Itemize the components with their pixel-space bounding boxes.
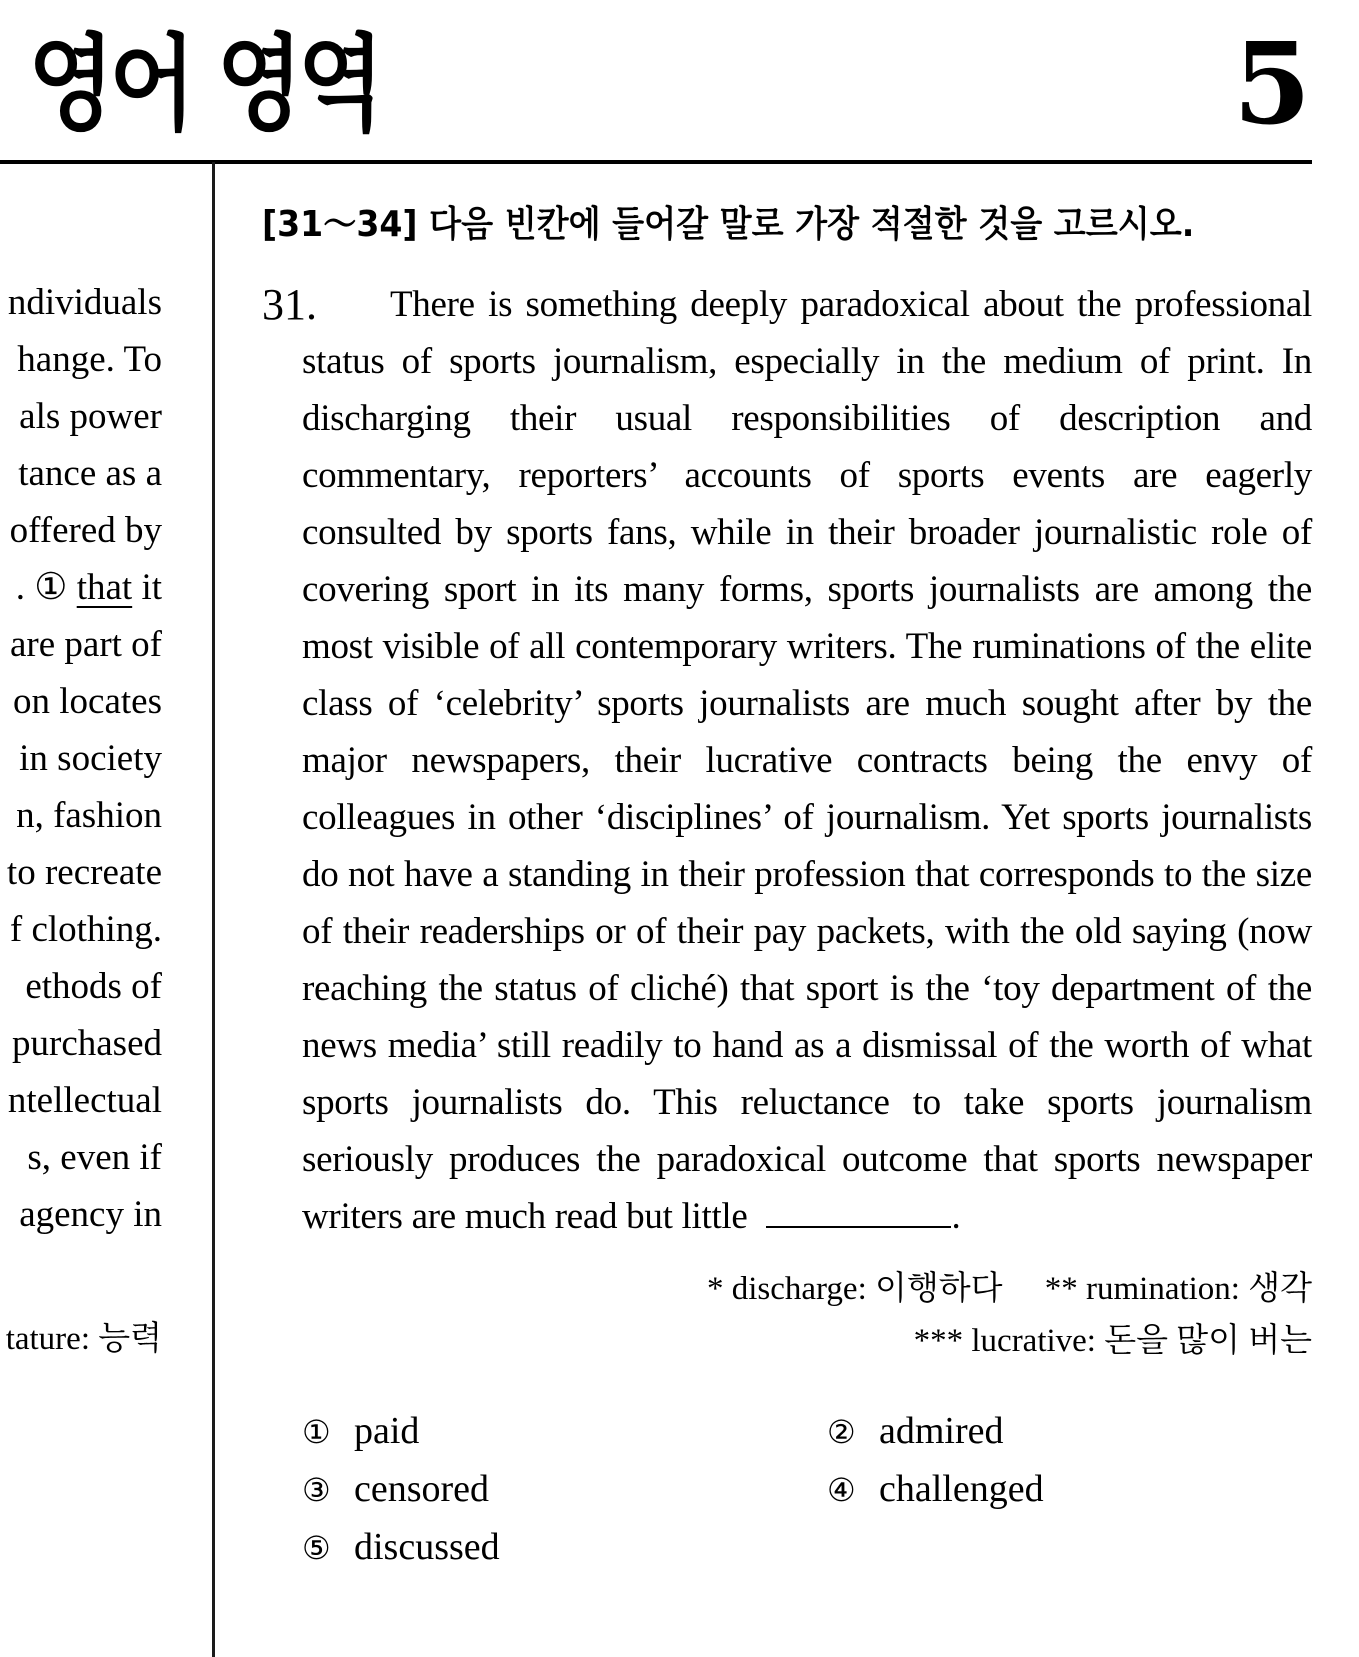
- text-fragment: it: [132, 567, 162, 608]
- choice-number: ⑤: [302, 1529, 331, 1567]
- text-line: ntellectual: [7, 1080, 162, 1121]
- text-line: ethods of: [25, 966, 162, 1007]
- answer-blank: [766, 1194, 951, 1228]
- choice-text: discussed: [354, 1526, 500, 1568]
- passage-end-punctuation: .: [951, 1196, 961, 1237]
- text-line: are part of: [9, 624, 162, 665]
- page-number: 5: [1233, 19, 1311, 150]
- question-passage: [262, 276, 1312, 1245]
- question-31: [262, 276, 1312, 1577]
- glossary: [262, 1263, 1312, 1367]
- underlined-word: that: [76, 567, 133, 608]
- answer-choices: [262, 1403, 1312, 1577]
- column-divider: [212, 162, 215, 1657]
- text-line: agency in: [19, 1194, 162, 1235]
- text-line: n, fashion: [16, 795, 162, 836]
- text-line: f clothing.: [9, 909, 162, 950]
- glossary-row-1: [262, 1263, 1312, 1315]
- text-line: ndividuals: [7, 282, 162, 323]
- choice-number: ③: [302, 1471, 331, 1509]
- choice-text: admired: [879, 1410, 1004, 1452]
- text-line: offered by: [9, 510, 162, 551]
- left-column-passage: [0, 274, 162, 1368]
- glossary-row-2: [262, 1315, 1312, 1367]
- question-number: 31.: [262, 280, 317, 329]
- choice-text: censored: [354, 1468, 490, 1510]
- text-line: als power: [19, 396, 162, 437]
- choice-2[interactable]: [827, 1403, 1352, 1461]
- text-line: tance as a: [18, 453, 162, 494]
- choice-5[interactable]: [302, 1519, 827, 1577]
- choice-text: challenged: [879, 1468, 1044, 1510]
- text-line: to recreate: [6, 852, 162, 893]
- choice-number: ④: [827, 1471, 856, 1509]
- text-line: in society: [19, 738, 162, 779]
- circled-number-marker: ①: [34, 567, 68, 608]
- choice-text: paid: [354, 1410, 420, 1452]
- text-line: on locates: [13, 681, 162, 722]
- text-line: hange. To: [17, 339, 162, 380]
- left-footnote: tature: 능력: [5, 1321, 162, 1357]
- glossary-item-rumination: ** rumination: 생각: [1044, 1271, 1312, 1307]
- header-rule: [0, 160, 1312, 164]
- choice-3[interactable]: [302, 1461, 827, 1519]
- choice-4[interactable]: [827, 1461, 1352, 1519]
- glossary-item-discharge: * discharge: 이행하다: [706, 1271, 1003, 1307]
- passage-text: There is something deeply paradoxical about the professional status of sports journalism, especially in the medium of print. In discharging their usual responsibilities of description and commentary, reporters’ accounts of sports events are eagerly consulted by sports fans, while in their broader journalistic role of covering sport in its many forms, sports journalists are among the most visible of all contemporary writers. The ruminations of the elite class of ‘celebrity’ sports journalists are much sought after by the major newspapers, their lucrative contracts being the envy of colleagues in other ‘disciplines’ of journalism. Yet sports journalists do not have a standing in their profession that corresponds to the size of their readerships or of their pay packets, with the old saying (now reaching the status of cliché) that sport is the ‘toy department of the news media’ still readily to hand as a dismissal of the worth of what sports journalists do. This reluctance to take sports journalism seriously produces the paradoxical outcome that sports newspaper writers are much read but little: [302, 284, 1312, 1237]
- choice-number: ①: [302, 1413, 331, 1451]
- text-line: purchased: [12, 1023, 162, 1064]
- text-line-with-marker: [0, 559, 162, 616]
- glossary-item-lucrative: *** lucrative: 돈을 많이 버는: [913, 1323, 1312, 1359]
- page-title: 영어 영역: [28, 23, 379, 145]
- choice-number: ②: [827, 1413, 856, 1451]
- text-line: s, even if: [27, 1137, 162, 1178]
- section-instruction: [31～34] 다음 빈칸에 들어갈 말로 가장 적절한 것을 고르시오.: [262, 204, 1195, 245]
- choice-1[interactable]: [302, 1403, 827, 1461]
- text-fragment: .: [15, 567, 35, 608]
